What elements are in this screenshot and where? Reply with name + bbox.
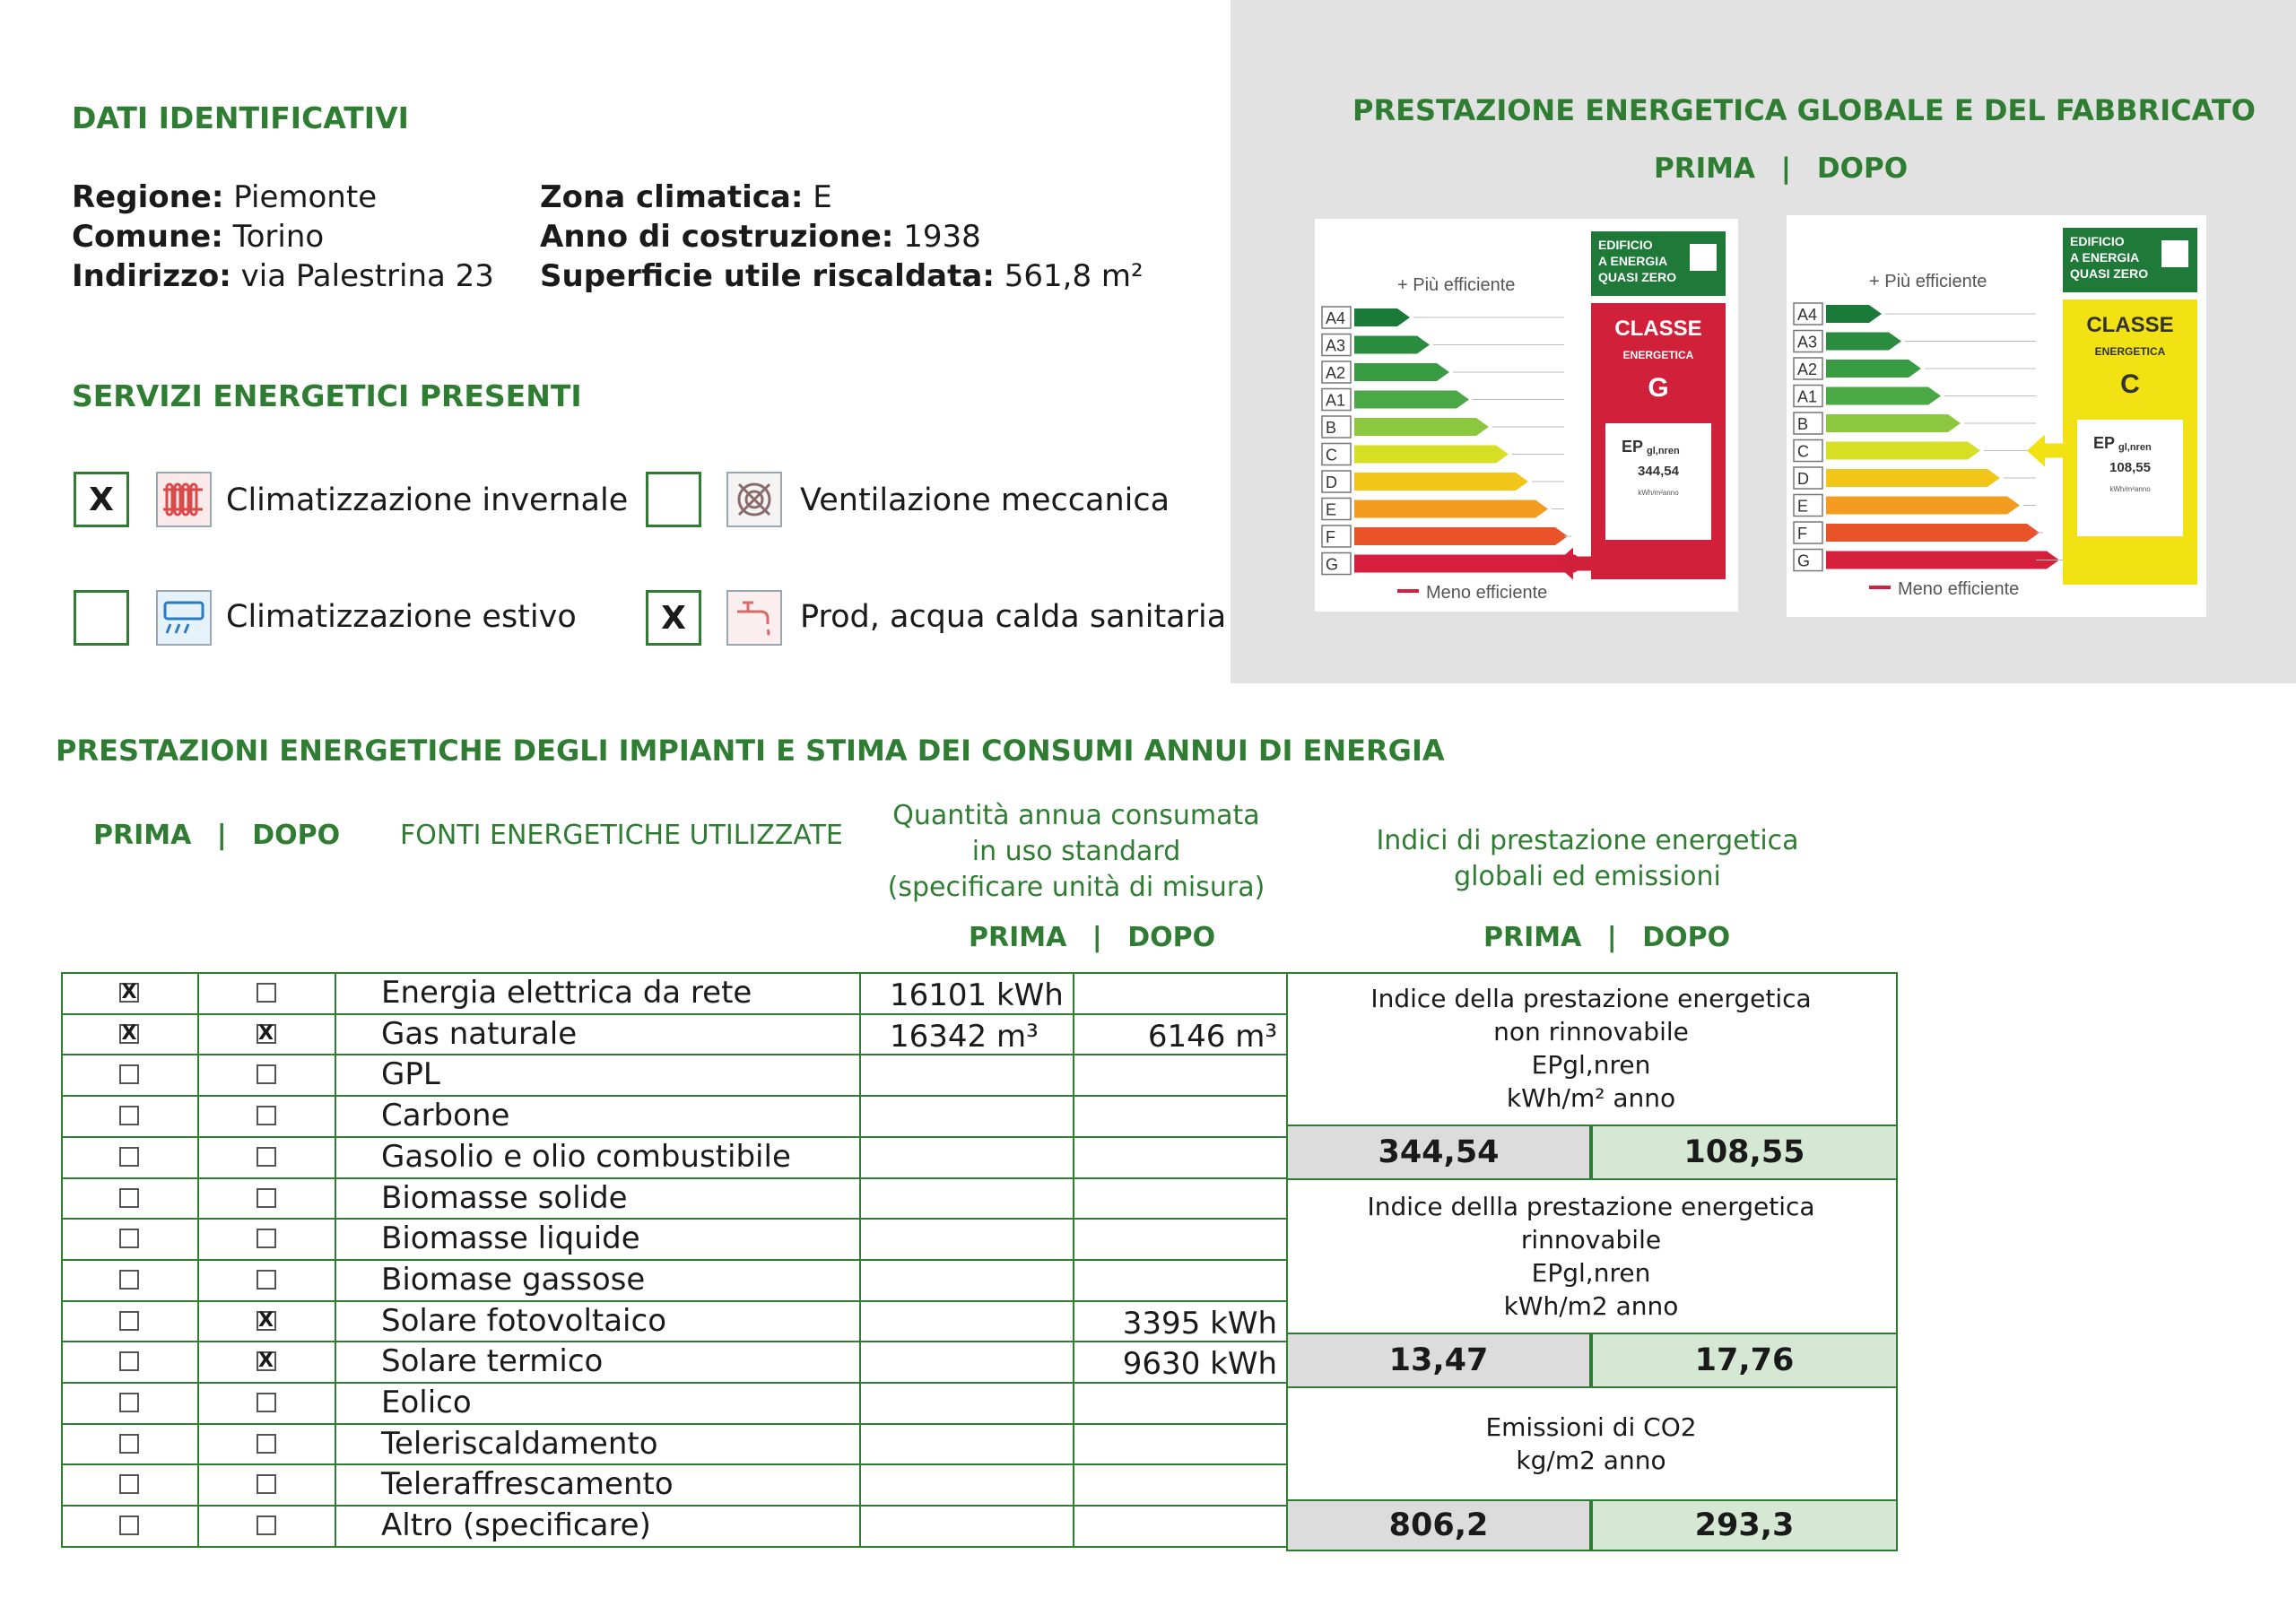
scale-top-label: + Più efficiente [1397, 275, 1516, 295]
i-dopo-label: DOPO [1642, 922, 1731, 953]
table-col-line [859, 972, 861, 1548]
ep-value: 108,55 [2109, 460, 2151, 475]
table-row-line [61, 1136, 1286, 1138]
table-row-line [61, 1423, 1286, 1425]
global-performance-heading: PRESTAZIONE ENERGETICA GLOBALE E DEL FABBRICATO [1352, 93, 2256, 127]
table-row-line [61, 1177, 1286, 1179]
source-name: Eolico [381, 1385, 472, 1420]
nzeb-label: A ENERGIA [2070, 250, 2140, 265]
source-checkbox-dopo[interactable] [257, 1434, 276, 1454]
service-label-hot-water: Prod, acqua calda sanitaria [800, 599, 1227, 635]
source-name: GPL [381, 1056, 440, 1093]
ep-subscript: gl,nren [2118, 442, 2152, 453]
index-description-line: EPgl,nren [1531, 1050, 1651, 1080]
col-prima-label: PRIMA [93, 820, 192, 851]
table-col-line [1896, 972, 1898, 1548]
table-row-line [61, 1505, 1286, 1507]
energetica-word: ENERGETICA [1622, 349, 1694, 361]
scale-bottom-label: Meno efficiente [1426, 583, 1548, 603]
service-label-ventilation: Ventilazione meccanica [800, 482, 1170, 518]
index-description-line: Indice dellla prestazione energetica [1367, 1192, 1815, 1221]
class-letter: G [1326, 555, 1339, 574]
class-letter: D [1797, 470, 1809, 488]
source-checkbox-prima[interactable] [119, 1064, 139, 1084]
source-checkbox-dopo[interactable] [257, 1064, 276, 1084]
comune-label: Comune: [72, 219, 223, 255]
class-letter: F [1326, 528, 1335, 546]
source-checkbox-prima[interactable] [119, 1393, 139, 1412]
table-row-line [1286, 972, 1898, 974]
quantity-dopo: 6146 m³ [1147, 1018, 1277, 1055]
service-checkbox-winter[interactable]: X [74, 472, 129, 527]
source-checkbox-dopo[interactable] [257, 1515, 276, 1535]
classe-word: CLASSE [1614, 317, 1702, 341]
source-checkbox-prima[interactable] [119, 1270, 139, 1290]
dopo-label: DOPO [1816, 152, 1909, 185]
col-separator: | [216, 820, 227, 851]
col-dopo-label: DOPO [252, 820, 341, 851]
source-name: Solare fotovoltaico [381, 1302, 667, 1339]
class-letter: A3 [1797, 333, 1818, 352]
source-name: Carbone [381, 1098, 510, 1134]
class-letter: E [1326, 500, 1337, 519]
nzeb-label: QUASI ZERO [2070, 266, 2149, 281]
table-row-line [61, 1546, 1286, 1548]
source-checkbox-prima[interactable] [119, 1147, 139, 1167]
anno-label: Anno di costruzione: [540, 219, 894, 255]
ep-value: 344,54 [1638, 464, 1679, 479]
index-description-line: Indice della prestazione energetica [1370, 984, 1812, 1013]
class-letter: E [1797, 497, 1809, 516]
source-checkbox-dopo[interactable]: X [257, 1311, 276, 1331]
nzeb-label: QUASI ZERO [1598, 270, 1677, 284]
source-checkbox-prima[interactable]: X [119, 1024, 139, 1044]
quantity-dopo: 9630 kWh [1122, 1346, 1277, 1383]
table-row-line [61, 1054, 1286, 1055]
class-letter: F [1797, 525, 1807, 543]
separator: | [1780, 152, 1792, 185]
class-letter: B [1326, 419, 1337, 437]
source-name: Biomase gassose [381, 1261, 646, 1298]
index-description-line: Emissioni di CO2 [1485, 1412, 1697, 1442]
quantity-header-line: Quantità annua consumata [892, 800, 1260, 831]
source-checkbox-dopo[interactable] [257, 1474, 276, 1494]
source-name: Teleraffrescamento [381, 1466, 674, 1503]
table-col-line [335, 972, 336, 1548]
q-separator: | [1091, 922, 1102, 953]
class-letter: A2 [1797, 360, 1818, 378]
class-letter: D [1326, 473, 1337, 491]
source-name: Solare termico [381, 1343, 604, 1380]
index-value-dopo: 17,76 [1591, 1333, 1898, 1388]
quantity-prima: 16342 m³ [890, 1018, 1039, 1055]
source-name: Altro (specificare) [381, 1507, 651, 1544]
table-col-line [197, 972, 199, 1548]
source-checkbox-prima[interactable] [119, 1515, 139, 1535]
class-letter: C [1797, 442, 1809, 461]
class-letter-big: C [2120, 369, 2140, 399]
index-description-line: non rinnovabile [1493, 1017, 1689, 1046]
index-value-dopo: 293,3 [1591, 1499, 1898, 1551]
fonti-header: FONTI ENERGETICHE UTILIZZATE [400, 820, 843, 851]
indirizzo-label: Indirizzo: [72, 258, 231, 294]
source-checkbox-dopo[interactable] [257, 1188, 276, 1208]
index-description-line: kWh/m2 anno [1503, 1291, 1679, 1321]
source-checkbox-prima[interactable] [119, 1434, 139, 1454]
prima-label: PRIMA [1654, 152, 1755, 185]
class-letter-big: G [1648, 373, 1669, 403]
superficie-value: 561,8 m² [1004, 258, 1144, 294]
source-checkbox-prima[interactable] [119, 1311, 139, 1331]
table-row-line [61, 1382, 1286, 1384]
i-separator: | [1606, 922, 1617, 953]
index-description-line: kg/m2 anno [1516, 1446, 1666, 1475]
index-value-dopo: 108,55 [1591, 1125, 1898, 1180]
source-checkbox-dopo[interactable] [257, 1393, 276, 1412]
source-checkbox-dopo[interactable] [257, 1229, 276, 1248]
table-col-line [1073, 972, 1074, 1548]
index-value-prima: 806,2 [1286, 1499, 1591, 1551]
table-row-line [61, 1341, 1286, 1342]
index-header-line: globali ed emissioni [1454, 861, 1721, 892]
ep-unit: kWh/m²anno [1638, 489, 1679, 497]
ep-word: EP [1622, 438, 1644, 456]
quantity-dopo: 3395 kWh [1122, 1305, 1277, 1342]
source-name: Gasolio e olio combustibile [381, 1138, 791, 1175]
table-row-line [61, 972, 1286, 974]
class-letter: A4 [1797, 306, 1818, 324]
ep-subscript: gl,nren [1647, 446, 1680, 456]
service-label-winter: Climatizzazione invernale [226, 482, 629, 518]
class-letter: A4 [1326, 309, 1346, 327]
comune-value: Torino [232, 219, 325, 255]
index-header-line: Indici di prestazione energetica [1376, 825, 1799, 856]
quantity-header-line: in uso standard [971, 836, 1181, 867]
zona-value: E [813, 179, 832, 215]
ep-unit: kWh/m²anno [2109, 485, 2151, 493]
class-letter: A3 [1326, 336, 1346, 355]
source-checkbox-dopo[interactable] [257, 1106, 276, 1125]
class-letter: A1 [1326, 391, 1346, 410]
quantity-header-line: (specificare unità di misura) [887, 872, 1265, 903]
table-row-line [61, 1463, 1286, 1465]
service-checkbox-hot-water[interactable]: X [646, 590, 701, 646]
source-name: Biomasse liquide [381, 1220, 640, 1257]
table-col-line [61, 972, 63, 1548]
q-prima-label: PRIMA [969, 922, 1067, 953]
indirizzo-value: via Palestrina 23 [240, 258, 494, 294]
source-name: Teleriscaldamento [381, 1425, 658, 1462]
q-dopo-label: DOPO [1127, 922, 1216, 953]
plants-heading: PRESTAZIONI ENERGETICHE DEGLI IMPIANTI E STIMA DEI CONSUMI ANNUI DI ENERGIA [56, 734, 1445, 768]
classe-word: CLASSE [2086, 313, 2174, 337]
source-checkbox-prima[interactable] [119, 1188, 139, 1208]
table-row-line [61, 1259, 1286, 1261]
source-name: Energia elettrica da rete [381, 975, 752, 1011]
index-description-line: EPgl,nren [1531, 1258, 1651, 1288]
source-checkbox-prima[interactable] [119, 1229, 139, 1248]
index-value-prima: 13,47 [1286, 1333, 1591, 1388]
superficie-label: Superficie utile riscaldata: [540, 258, 995, 294]
index-description-line: kWh/m² anno [1506, 1083, 1676, 1113]
class-letter: A2 [1326, 364, 1346, 382]
i-prima-label: PRIMA [1483, 922, 1582, 953]
class-letter: A1 [1797, 387, 1818, 406]
identification-heading: DATI IDENTIFICATIVI [72, 100, 409, 135]
quantity-prima: 16101 kWh [890, 977, 1064, 1013]
class-letter: G [1797, 551, 1811, 570]
index-description-line: rinnovabile [1520, 1225, 1662, 1255]
source-checkbox-dopo[interactable] [257, 1270, 276, 1290]
source-checkbox-prima[interactable] [119, 1106, 139, 1125]
regione-label: Regione: [72, 179, 224, 215]
table-row-line [61, 1013, 1286, 1015]
class-letter: C [1326, 446, 1337, 465]
zona-label: Zona climatica: [540, 179, 804, 215]
source-checkbox-dopo[interactable] [257, 983, 276, 1003]
table-row-line [61, 1218, 1286, 1220]
energetica-word: ENERGETICA [2094, 345, 2166, 358]
source-checkbox-prima[interactable]: X [119, 983, 139, 1003]
scale-top-label: + Più efficiente [1869, 272, 1987, 291]
anno-value: 1938 [903, 219, 981, 255]
table-row-line [61, 1300, 1286, 1302]
scale-bottom-label: Meno efficiente [1898, 579, 2020, 599]
source-checkbox-prima[interactable] [119, 1474, 139, 1494]
class-letter: B [1797, 415, 1809, 433]
nzeb-label: EDIFICIO [2070, 234, 2125, 248]
service-label-summer: Climatizzazione estivo [226, 599, 577, 635]
regione-value: Piemonte [233, 179, 378, 215]
source-checkbox-dopo[interactable]: X [257, 1351, 276, 1371]
nzeb-label: A ENERGIA [1598, 254, 1668, 268]
source-name: Gas naturale [381, 1015, 578, 1052]
source-checkbox-prima[interactable] [119, 1351, 139, 1371]
index-value-prima: 344,54 [1286, 1125, 1591, 1180]
nzeb-label: EDIFICIO [1598, 238, 1653, 252]
source-checkbox-dopo[interactable] [257, 1147, 276, 1167]
table-row-line [61, 1095, 1286, 1097]
source-name: Biomasse solide [381, 1179, 628, 1216]
services-heading: SERVIZI ENERGETICI PRESENTI [72, 378, 582, 413]
ep-word: EP [2093, 434, 2116, 452]
source-checkbox-dopo[interactable]: X [257, 1024, 276, 1044]
